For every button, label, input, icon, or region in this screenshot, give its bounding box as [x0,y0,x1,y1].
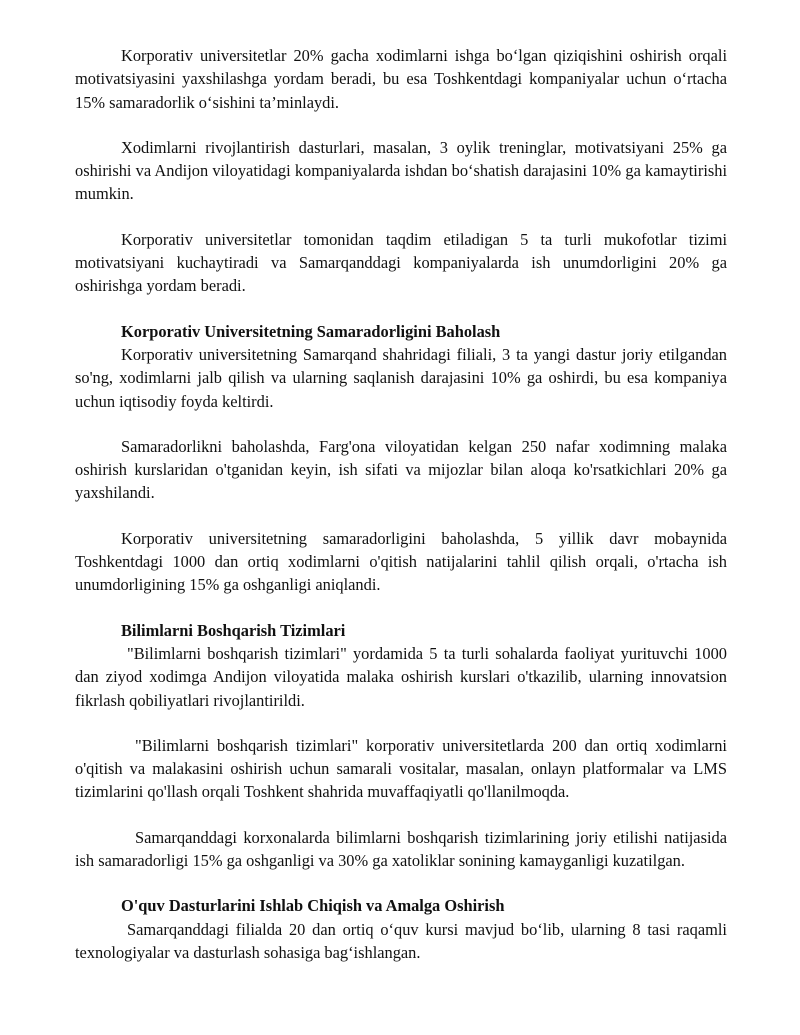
document-page [75,44,727,964]
paragraph-tashkent-analysis: Korporativ universitetning samaradorligini baholashda, 5 yillik davr mobaynida Toshkentdagi 1000 dan ortiq xodimlarni o'qitish natijalarini tahlil qilish orqali, o'rtacha ish unumdorligining 15% ga oshganligi aniqlandi. [75,528,727,595]
paragraph-motivation-interest: Korporativ universitetlar 20% gacha xodimlarni ishga bo‘lgan qiziqishini oshirish orqali motivatsiyasini yaxshilashga yordam beradi, bu esa Toshkentdagi kompaniyalar uchun o‘rtacha 15% samaradorlik o‘sishini ta’minlaydi. [75,46,727,112]
section-heading-knowledge-management: Bilimlarni Boshqarish Tizimlari [121,620,346,640]
paragraph-lms-platforms: "Bilimlarni boshqarish tizimlari" korporativ universitetlarda 200 dan ortiq xodimlarni o'qitish va malakasini oshirish uchun samarali vositalar, masalan, onlayn platformalar va LMS tizimlarini qo'llash orqali Toshkent shahrida muvaffaqiyatli qo'llanilmoqda. [75,735,727,802]
paragraph-reward-systems: Korporativ universitetlar tomonidan taqdim etiladigan 5 ta turli mukofotlar tizimi motivatsiyani kuchaytiradi va Samarqanddagi kompaniyalarda ish unumdorligini 20% ga oshirishga yordam beradi. [75,229,727,296]
section-heading-curriculum-development: O'quv Dasturlarini Ishlab Chiqish va Amalga Oshirish [121,896,505,916]
paragraph-fergana-employees: Samaradorlikni baholashda, Farg'ona viloyatidan kelgan 250 nafar xodimning malaka oshirish kurslaridan o'tganidan keyin, ish sifati va mijozlar bilan aloqa ko'rsatkichlari 20% ga yaxshilandi. [75,436,727,503]
paragraph-samarkand-branch: Korporativ universitetning Samarqand shahridagi filiali, 3 ta yangi dastur joriy etilgandan so'ng, xodimlarni jalb qilish va ularning saqlanish darajasini 10% ga oshirdi, bu esa kompaniya uchun iqtisodiy foyda keltirdi. [75,344,727,411]
paragraph-andijan-courses: "Bilimlarni boshqarish tizimlari" yordamida 5 ta turli sohalarda faoliyat yurituvchi 1000 dan ziyod xodimga Andijon viloyatida malaka oshirish kurslari o'tkazilib, ularning innovatsion fikrlash qobiliyatlari rivojlantirildi. [75,643,727,710]
paragraph-development-programs: Xodimlarni rivojlantirish dasturlari, masalan, 3 oylik treninglar, motivatsiyani 25% ga oshirishi va Andijon viloyatidagi kompaniyalarda ishdan bo‘shatish darajasini 10% ga kamaytirishi mumkin. [75,137,727,204]
paragraph-samarkand-courses: Samarqanddagi filialda 20 dan ortiq o‘quv kursi mavjud bo‘lib, ularning 8 tasi raqamli texnologiyalar va dasturlash sohasiga bag‘ishlangan. [75,919,727,962]
section-heading-effectiveness: Korporativ Universitetning Samaradorligini Baholash [121,321,501,341]
paragraph-samarkand-enterprises: Samarqanddagi korxonalarda bilimlarni boshqarish tizimlarining joriy etilishi natijasida ish samaradorligi 15% ga oshganligi va 30% ga xatoliklar sonining kamayganligi kuzatilgan. [75,827,727,871]
